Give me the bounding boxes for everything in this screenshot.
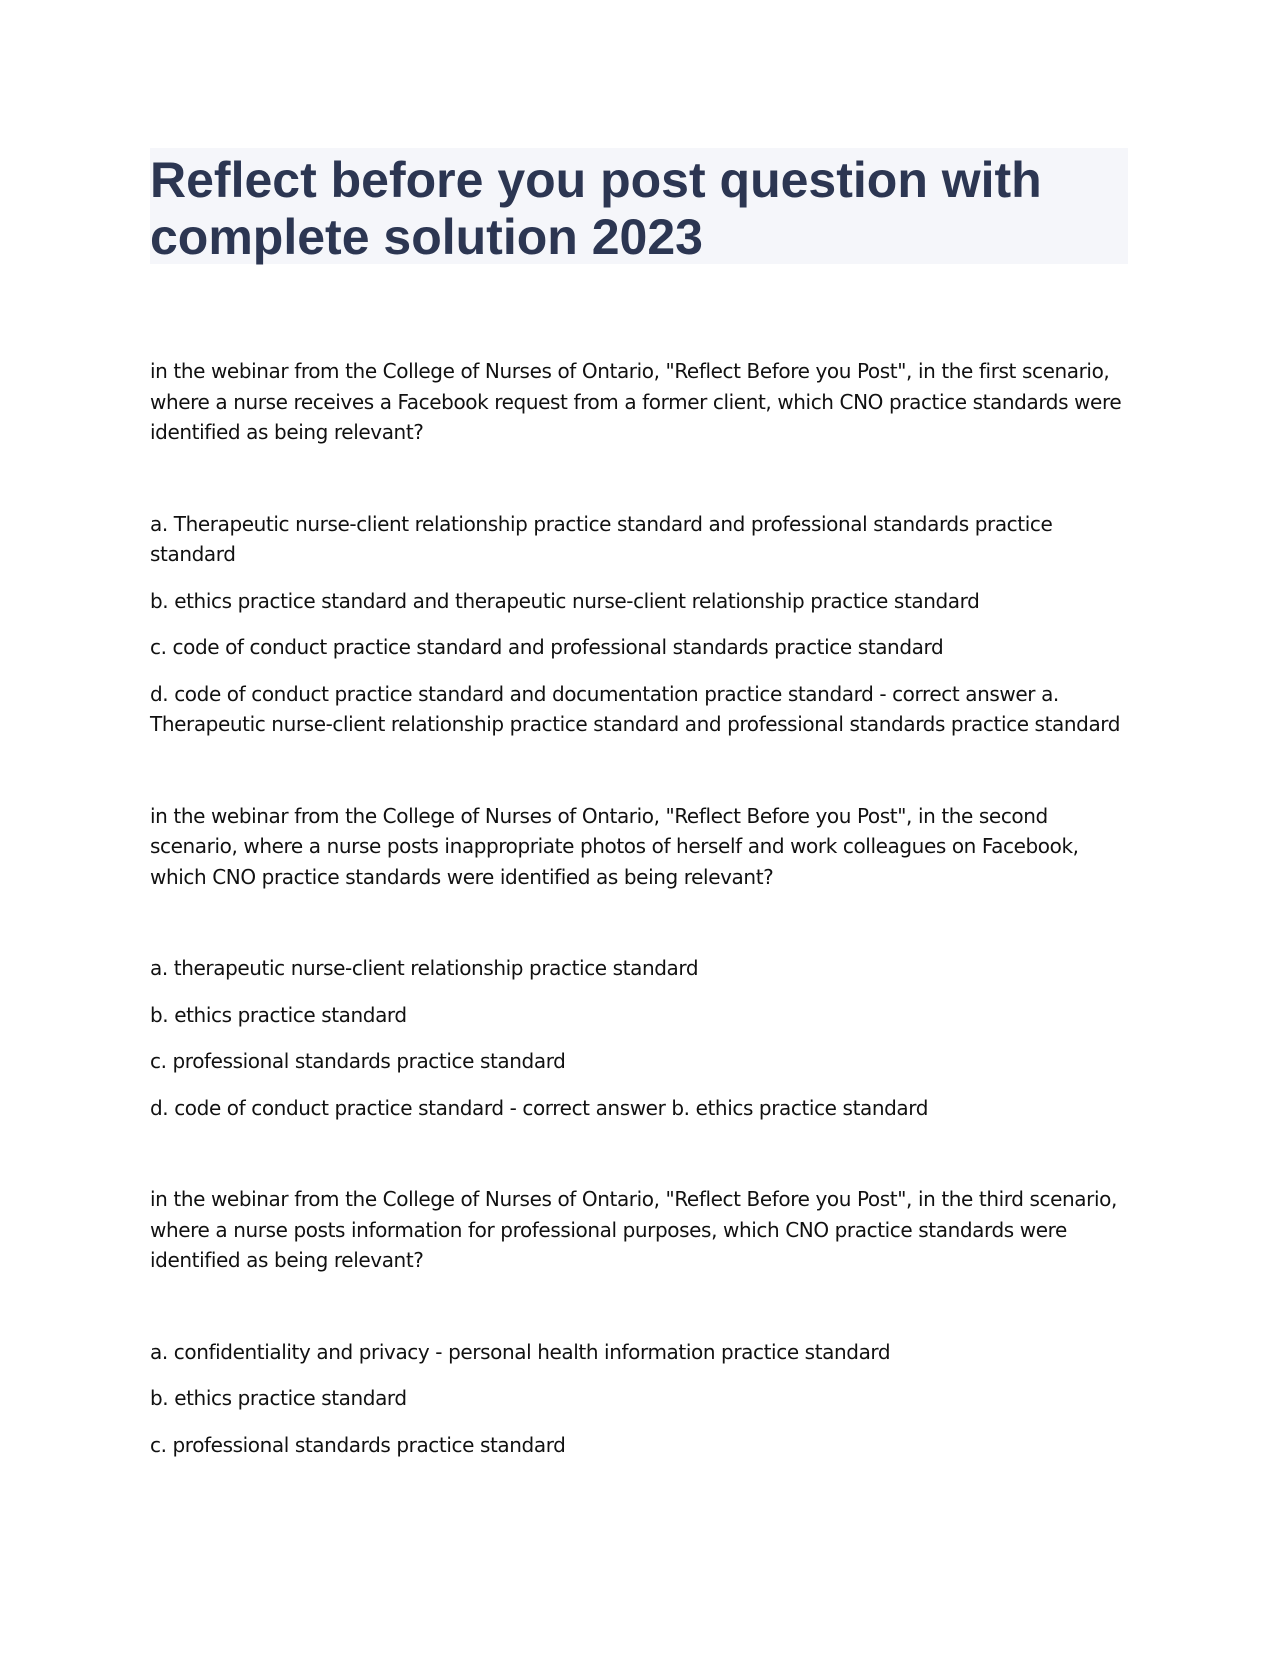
question-text: in the webinar from the College of Nurses of Ontario, "Reflect Before you Post", in the third scenario, where a nurse posts information for professional purposes, which CNO practice standards were identified as being relevant? [150,1187,1117,1272]
answer-option: d. code of conduct practice standard - correct answer b. ethics practice standard [150,1095,929,1120]
document-content [150,356,1130,1460]
answer-option: b. ethics practice standard [150,1386,407,1410]
answer-option: c. code of conduct practice standard and professional standards practice standard [150,635,944,659]
answer-option: b. ethics practice standard [150,1002,407,1027]
answer-option: a. Therapeutic nurse-client relationship practice standard and professional standards practice standard [150,511,1053,566]
answer-option: d. code of conduct practice standard and documentation practice standard - correct answer a. Therapeutic nurse-client relationship practice standard and professional standards practice standard [150,681,1121,736]
answer-option: b. ethics practice standard and therapeutic nurse-client relationship practice standard [150,588,980,613]
question-text: in the webinar from the College of Nurses of Ontario, "Reflect Before you Post", in the second scenario, where a nurse posts inappropriate photos of herself and work colleagues on Facebook, which CNO practice standards were identified as being relevant? [150,803,1079,889]
question-text: in the webinar from the College of Nurses of Ontario, "Reflect Before you Post", in the first scenario, where a nurse receives a Facebook request from a former client, which CNO practice standards were identified as being relevant? [150,359,1122,444]
answer-option: a. confidentiality and privacy - personal health information practice standard [150,1339,891,1364]
title-banner [150,148,1128,264]
answer-options [150,1337,1130,1461]
answer-option: c. professional standards practice standard [150,1432,566,1457]
answer-option: a. therapeutic nurse-client relationship practice standard [150,956,699,980]
document-title: Reflect before you post question with complete solution 2023 [150,152,1042,265]
document-page [150,148,1130,1476]
answer-options [150,953,1130,1123]
answer-option: c. professional standards practice standard [150,1049,566,1073]
answer-options [150,509,1130,740]
